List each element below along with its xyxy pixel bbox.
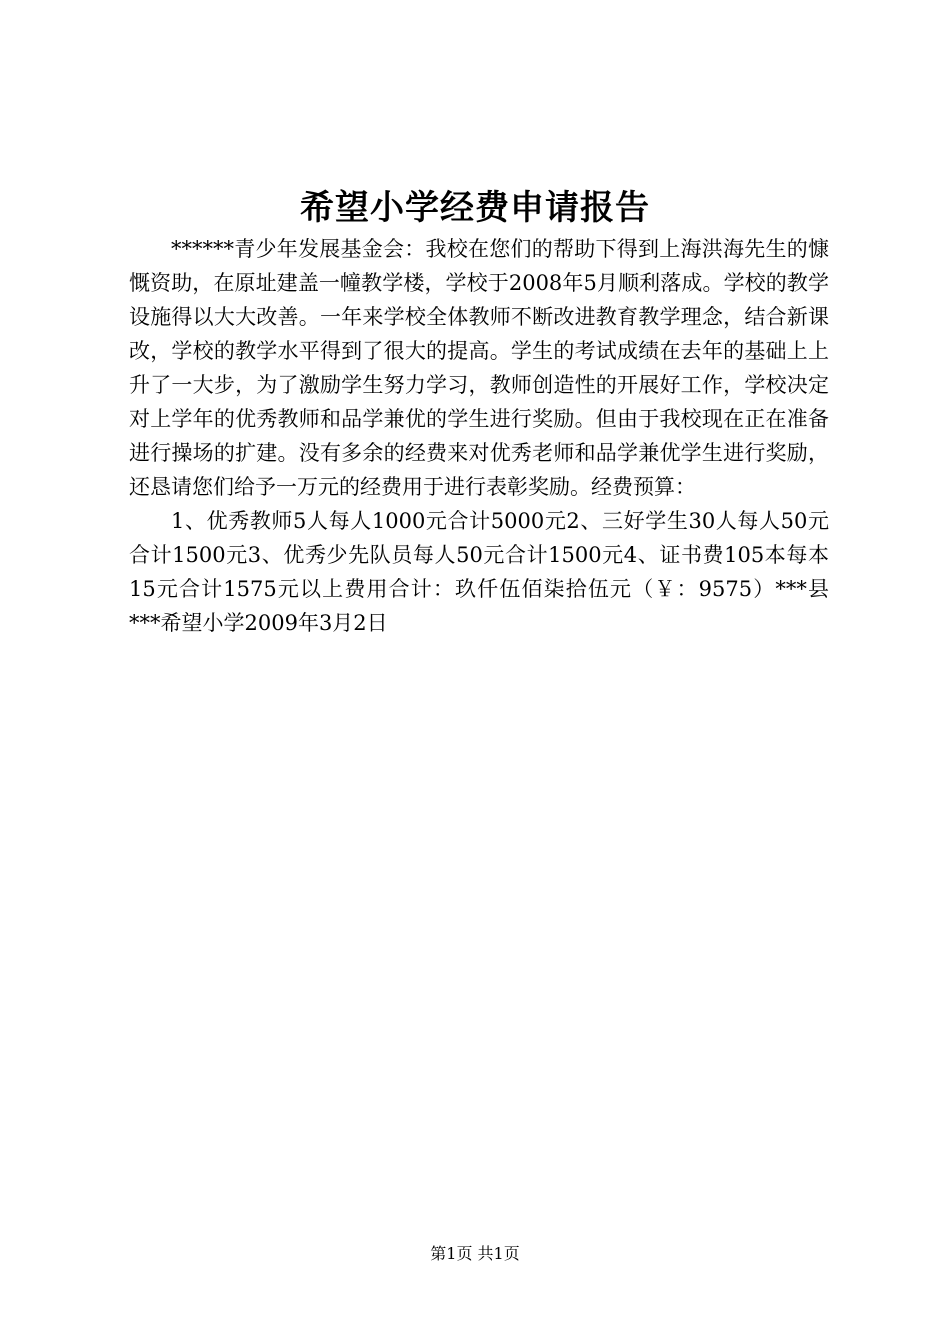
- paragraph-budget: 1、优秀教师5人每人1000元合计5000元2、三好学生30人每人50元合计1500元3、优秀少先队员每人50元合计1500元4、证书费105本每本15元合计1575元以上费用合计：玖仟伍佰柒拾伍元（￥：9575）***县***希望小学2009年3月2日: [129, 509, 829, 635]
- paragraph-application: ******青少年发展基金会：我校在您们的帮助下得到上海洪海先生的慷慨资助，在原址建盖一幢教学楼，学校于2008年5月顺利落成。学校的教学设施得以大大改善。一年来学校全体教师不断改进教育教学理念，结合新课改，学校的教学水平得到了很大的提高。学生的考试成绩在去年的基础上上升了一大步，为了激励学生努力学习，教师创造性的开展好工作，学校决定对上学年的优秀教师和品学兼优的学生进行奖励。但由于我校现在正在准备进行操场的扩建。没有多余的经费来对优秀老师和品学兼优学生进行奖励，还恳请您们给予一万元的经费用于进行表彰奖励。经费预算：: [129, 237, 829, 499]
- page-footer: 第1页 共1页: [430, 1244, 520, 1263]
- document-body: [129, 232, 829, 640]
- document-title: 希望小学经费申请报告: [300, 188, 650, 228]
